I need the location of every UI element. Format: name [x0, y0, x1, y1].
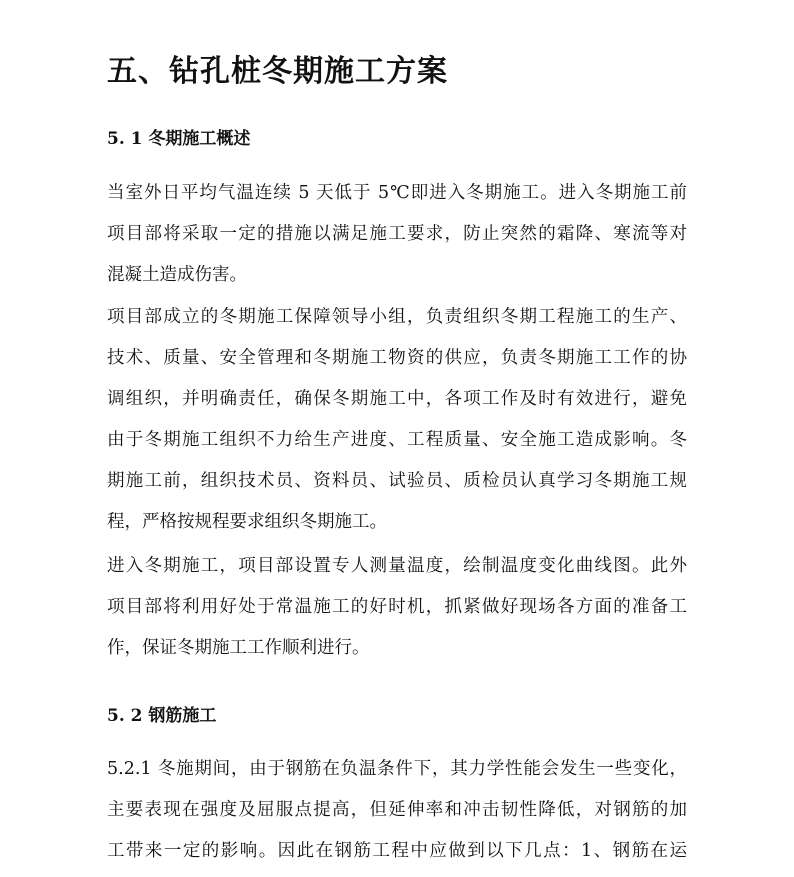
text-line: 项目部将采取一定的措施以满足施工要求，防止突然的霜降、寒流等对 — [107, 224, 687, 244]
paragraph-rebar-1 — [107, 749, 687, 872]
text-line: 调组织，并明确责任，确保冬期施工中，各项工作及时有效进行，避免 — [107, 389, 687, 409]
text-line: 项目部将利用好处于常温施工的好时机，抓紧做好现场各方面的准备工 — [107, 597, 687, 617]
text-line: 当室外日平均气温连续 5 天低于 5℃即进入冬期施工。进入冬期施工前 — [107, 183, 687, 203]
text-line: 5.2.1 冬施期间，由于钢筋在负温条件下，其力学性能会发生一些变化， — [107, 759, 687, 779]
text-line: 作，保证冬期施工工作顺利进行。 — [107, 638, 370, 658]
text-line: 进入冬期施工，项目部设置专人测量温度，绘制温度变化曲线图。此外 — [107, 556, 687, 576]
text-line: 技术、质量、安全管理和冬期施工物资的供应，负责冬期施工工作的协 — [107, 348, 687, 368]
paragraph-overview-1 — [107, 173, 687, 296]
text-line: 程，严格按规程要求组织冬期施工。 — [107, 512, 387, 532]
section-heading-5-1: 5. 1 冬期施工概述 — [107, 129, 251, 149]
paragraph-overview-3 — [107, 546, 687, 669]
text-line: 主要表现在强度及屈服点提高，但延伸率和冲击韧性降低，对钢筋的加 — [107, 800, 687, 820]
section-heading-5-2: 5. 2 钢筋施工 — [107, 706, 217, 726]
text-line: 工带来一定的影响。因此在钢筋工程中应做到以下几点：1、钢筋在运 — [107, 841, 687, 861]
paragraph-overview-2 — [107, 297, 687, 543]
text-line: 混凝土造成伤害。 — [107, 265, 247, 285]
text-line: 项目部成立的冬期施工保障领导小组，负责组织冬期工程施工的生产、 — [107, 307, 687, 327]
text-line: 由于冬期施工组织不力给生产进度、工程质量、安全施工造成影响。冬 — [107, 430, 687, 450]
document-title: 五、钻孔桩冬期施工方案 — [107, 54, 448, 89]
text-line: 期施工前，组织技术员、资料员、试验员、质检员认真学习冬期施工规 — [107, 471, 687, 491]
